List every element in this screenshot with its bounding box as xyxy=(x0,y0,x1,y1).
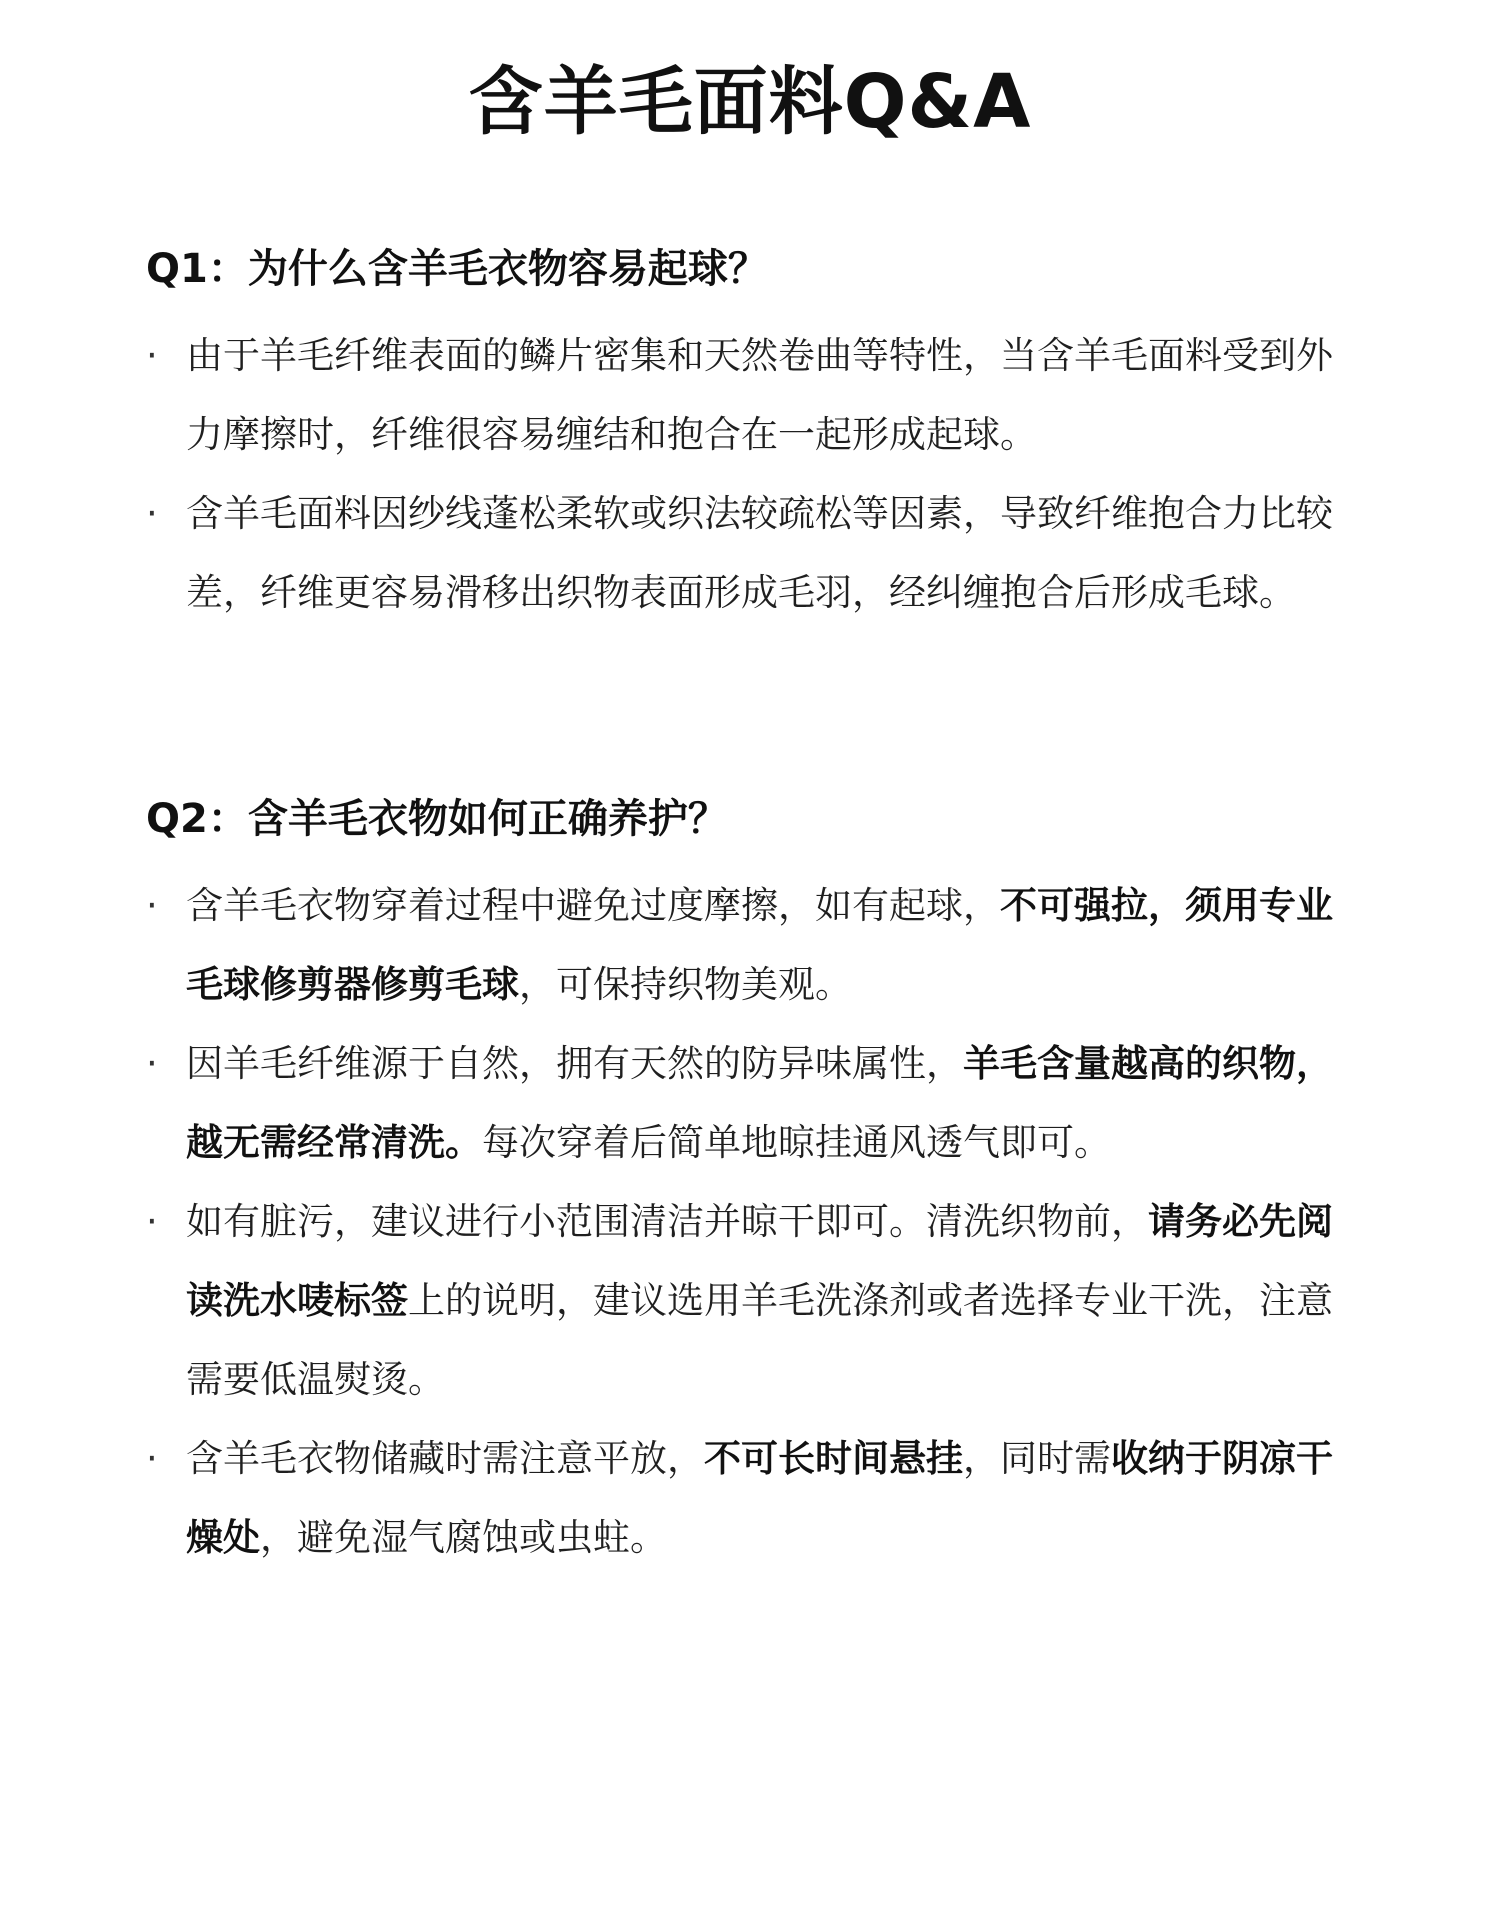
faq-section-q2 xyxy=(146,790,1356,1577)
question-heading-q1: Q1：为什么含羊毛衣物容易起球？ xyxy=(146,246,768,292)
answer-text: 因羊毛纤维源于自然，拥有天然的防异味属性， xyxy=(186,1042,963,1085)
bullet-icon: · xyxy=(146,884,158,927)
answer-bold-text: 不可长时间悬挂 xyxy=(704,1437,963,1480)
answer-text: 含羊毛衣物储藏时需注意平放， xyxy=(186,1437,704,1480)
bullet-icon: · xyxy=(146,1042,158,1085)
answer-text: 含羊毛衣物穿着过程中避免过度摩擦，如有起球， xyxy=(186,884,1000,927)
page-title: 含羊毛面料Q&A xyxy=(468,59,1032,145)
faq-section-q1 xyxy=(146,240,1356,632)
answer-bold-text: 收纳于阴凉干燥处 xyxy=(186,1437,1333,1559)
bullet-icon: · xyxy=(146,492,158,535)
answer-bold-text: 羊毛含量越高的织物，越无需经常清洗。 xyxy=(186,1042,1333,1164)
bullet-icon: · xyxy=(146,1200,158,1243)
answer-text: 如有脏污，建议进行小范围清洁并晾干即可。清洗织物前， xyxy=(186,1200,1148,1243)
bullet-icon: · xyxy=(146,1437,158,1480)
answer-item xyxy=(146,474,1356,632)
question-heading-q2: Q2：含羊毛衣物如何正确养护？ xyxy=(146,796,728,842)
answer-item xyxy=(146,866,1356,1024)
answer-item xyxy=(146,1182,1356,1419)
answer-text: ，可保持织物美观。 xyxy=(519,963,852,1006)
answer-text: 每次穿着后简单地晾挂通风透气即可。 xyxy=(482,1121,1111,1164)
answer-item xyxy=(146,1419,1356,1577)
answer-list-q2 xyxy=(146,866,1356,1577)
bullet-icon: · xyxy=(146,334,158,377)
answer-text: ，同时需 xyxy=(963,1437,1111,1480)
answer-list-q1 xyxy=(146,316,1356,632)
answer-text: 上的说明，建议选用羊毛洗涤剂或者选择专业干洗，注意需要低温熨烫。 xyxy=(186,1279,1333,1401)
answer-text: ，避免湿气腐蚀或虫蛀。 xyxy=(260,1516,667,1559)
answer-item xyxy=(146,316,1356,474)
answer-item xyxy=(146,1024,1356,1182)
answer-bold-text: 不可强拉，须用专业毛球修剪器修剪毛球 xyxy=(186,884,1333,1006)
answer-text: 由于羊毛纤维表面的鳞片密集和天然卷曲等特性，当含羊毛面料受到外力摩擦时，纤维很容易缠结和抱合在一起形成起球。 xyxy=(186,334,1333,456)
answer-text: 含羊毛面料因纱线蓬松柔软或织法较疏松等因素，导致纤维抱合力比较差，纤维更容易滑移出织物表面形成毛羽，经纠缠抱合后形成毛球。 xyxy=(186,492,1333,614)
answer-bold-text: 请务必先阅读洗水唛标签 xyxy=(186,1200,1333,1322)
